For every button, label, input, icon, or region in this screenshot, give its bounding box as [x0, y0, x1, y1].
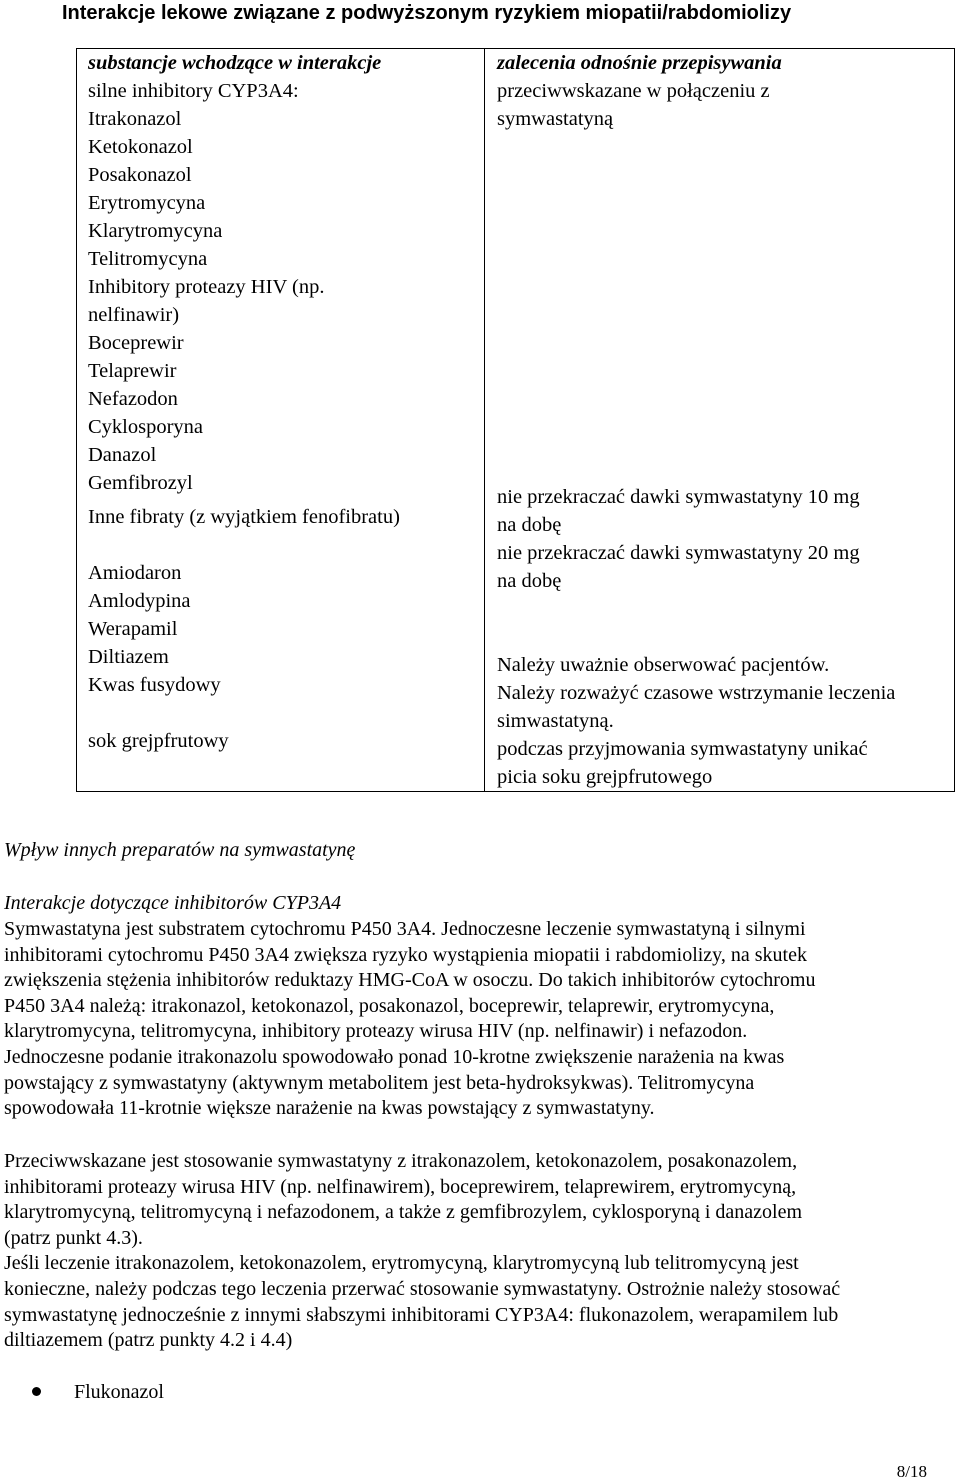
table-line: Cyklosporyna: [88, 416, 204, 438]
table-line: Klarytromycyna: [88, 220, 223, 242]
table-line: sok grejpfrutowy: [88, 730, 229, 752]
column-header-recommendations: zalecenia odnośnie przepisywania: [497, 52, 782, 74]
table-line: Diltiazem: [88, 646, 169, 668]
bullet-icon: [32, 1387, 41, 1396]
paragraph-1: [4, 917, 944, 1122]
section-heading: Wpływ innych preparatów na symwastatynę: [4, 839, 356, 861]
table-line: Inhibitory proteazy HIV (np.: [88, 276, 325, 298]
subheading: Interakcje dotyczące inhibitorów CYP3A4: [4, 892, 342, 914]
text-line: Symwastatyna jest substratem cytochromu P450 3A4. Jednoczesne leczenie symwastatyną i silnymi: [4, 918, 806, 940]
text-line: Jednoczesne podanie itrakonazolu spowodowało ponad 10-krotne zwiększenie narażenia na kwas: [4, 1045, 785, 1068]
table-cell-left: [77, 49, 485, 792]
table-line: silne inhibitory CYP3A4:: [88, 80, 299, 102]
table-line: przeciwwskazane w połączeniu z: [497, 80, 770, 102]
table-line: Amlodypina: [88, 590, 191, 612]
table-line: Boceprewir: [88, 332, 184, 354]
text-line: Jeśli leczenie itrakonazolem, ketokonazolem, erytromycyną, klarytromycyną lub telitromycyną jest: [4, 1252, 799, 1275]
table-line: simwastatyną.: [497, 710, 614, 732]
page-number: 8/18: [896, 1462, 927, 1481]
table-line: picia soku grejpfrutowego: [497, 766, 713, 788]
paragraph-2: [4, 1149, 944, 1354]
table-line: Erytromycyna: [88, 192, 206, 214]
table-line: Danazol: [88, 444, 157, 466]
table-line: Amiodaron: [88, 562, 182, 584]
text-line: klarytromycyną, telitromycyną i nefazodonem, a także z gemfibrozylem, cyklosporyną i danazolem: [4, 1201, 803, 1224]
text-line: (patrz punkt 4.3).: [4, 1226, 143, 1249]
table-line: nelfinawir): [88, 304, 180, 326]
bullet-list-item: [32, 1379, 164, 1405]
table-line: Należy rozważyć czasowe wstrzymanie leczenia: [497, 682, 896, 704]
text-line: spowodowała 11-krotnie większe narażenie na kwas powstający z symwastatyny.: [4, 1097, 655, 1120]
table-line: Nefazodon: [88, 388, 178, 410]
table-line: Należy uważnie obserwować pacjentów.: [497, 654, 830, 676]
table-line: Posakonazol: [88, 164, 192, 186]
text-line: inhibitorami cytochromu P450 3A4 zwiększa ryzyko wystąpienia miopatii i rabdomiolizy, na skutek: [4, 943, 807, 966]
table-line: na dobę: [497, 514, 562, 536]
table-line: Kwas fusydowy: [88, 674, 221, 696]
table-line: Inne fibraty (z wyjątkiem fenofibratu): [88, 506, 400, 528]
table-line: nie przekraczać dawki symwastatyny 10 mg: [497, 486, 860, 508]
text-line: symwastatynę jednocześnie z innymi słabszymi inhibitorami CYP3A4: flukonazolem, werapamilem lub: [4, 1303, 839, 1326]
text-line: klarytromycyna, telitromycyna, inhibitory proteazy wirusa HIV (np. nelfinawir) i nefazodon.: [4, 1020, 748, 1043]
table-line: Gemfibrozyl: [88, 472, 193, 494]
text-line: diltiazemem (patrz punkty 4.2 i 4.4): [4, 1329, 293, 1352]
column-header-substances: substancje wchodzące w interakcje: [88, 52, 382, 74]
text-line: powstający z symwastatyny (aktywnym metabolitem jest beta-hydroksykwas). Telitromycyna: [4, 1071, 755, 1094]
table-line: Telaprewir: [88, 360, 177, 382]
text-line: P450 3A4 należą: itrakonazol, ketokonazol, posakonazol, boceprewir, telaprewir, erytromycyna,: [4, 994, 775, 1017]
page-title: Interakcje lekowe związane z podwyższonym ryzykiem miopatii/rabdomiolizy: [62, 2, 792, 24]
interactions-table: [76, 48, 955, 792]
table-line: Itrakonazol: [88, 108, 182, 130]
table-line: Werapamil: [88, 618, 178, 640]
table-row: [77, 49, 955, 792]
table-line: Ketokonazol: [88, 136, 193, 158]
text-line: konieczne, należy podczas tego leczenia przerwać stosowanie symwastatyny. Ostrożnie należy stosować: [4, 1277, 841, 1300]
table-line: symwastatyną: [497, 108, 614, 130]
table-line: na dobę: [497, 570, 562, 592]
table-line: nie przekraczać dawki symwastatyny 20 mg: [497, 542, 860, 564]
text-line: zwiększenia stężenia inhibitorów reduktazy HMG-CoA w osoczu. Do takich inhibitorów cytochromu: [4, 969, 816, 992]
table-line: podczas przyjmowania symwastatyny unikać: [497, 738, 868, 760]
text-line: inhibitorami proteazy wirusa HIV (np. nelfinawirem), boceprewirem, telaprewirem, erytromycyną,: [4, 1175, 797, 1198]
text-line: Przeciwwskazane jest stosowanie symwastatyny z itrakonazolem, ketokonazolem, posakonazolem,: [4, 1150, 798, 1172]
table-line: Telitromycyna: [88, 248, 208, 270]
bullet-text: Flukonazol: [74, 1381, 164, 1403]
table-cell-right: [485, 49, 955, 792]
